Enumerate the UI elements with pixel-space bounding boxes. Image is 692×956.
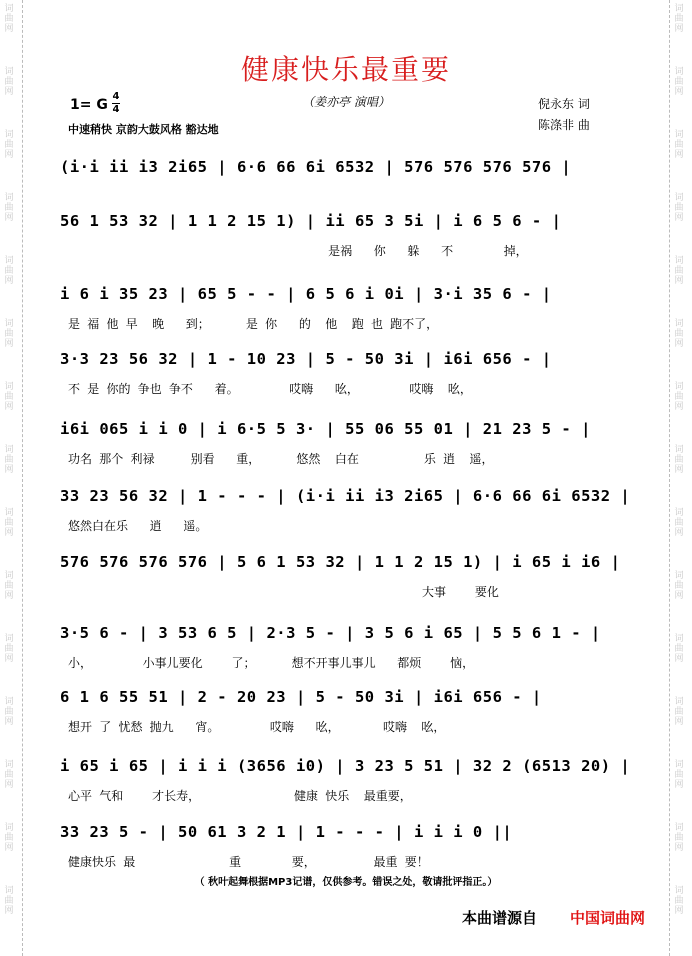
notes-line: i6i 065 i i 0 | i 6·5 5 3· | 55 06 55 01 | 21 23 5 - | <box>60 420 591 438</box>
watermark-glyph: 词 曲 网 <box>674 697 684 727</box>
lyrics-line: 心平 气和 才长寿， 健康 快乐 最重要， <box>68 789 412 803</box>
watermark-glyph: 词 曲 网 <box>4 193 14 223</box>
watermark-glyph: 词 曲 网 <box>674 256 684 286</box>
lyrics-line: 想开 了 忧愁 抛九 宵。 哎嗨 吆， 哎嗨 吆， <box>68 720 446 734</box>
watermark-glyph: 词 曲 网 <box>4 823 14 853</box>
watermark-glyph: 词 曲 网 <box>674 4 684 34</box>
time-signature <box>112 92 120 115</box>
watermark-glyph: 词 曲 网 <box>674 193 684 223</box>
right-watermark-strip <box>669 0 692 956</box>
watermark-glyph: 词 曲 网 <box>674 760 684 790</box>
notes-line: 6 1 6 55 51 | 2 - 20 23 | 5 - 50 3i | i6i 656 - | <box>60 688 542 706</box>
watermark-glyph: 词 曲 网 <box>4 697 14 727</box>
lyrics-line: 悠然白在乐 逍 遥。 <box>68 519 208 533</box>
lyrics-line: 小， 小事儿要化 了； 想不开事儿事儿 都烦 恼， <box>68 656 475 670</box>
source-label: 本曲谱源自 <box>462 909 538 927</box>
time-top: 4 <box>112 91 120 102</box>
lyrics-line: 是 福 他 早 晚 到； 是 你 的 他 跑 也 跑不了， <box>68 317 439 331</box>
lyricist-credit: 倪永东 词 <box>538 97 590 111</box>
left-watermark-strip <box>0 0 23 956</box>
watermark-glyph: 词 曲 网 <box>674 319 684 349</box>
watermark-glyph: 词 曲 网 <box>674 886 684 916</box>
watermark-glyph: 词 曲 网 <box>674 508 684 538</box>
watermark-glyph: 词 曲 网 <box>4 382 14 412</box>
watermark-glyph: 词 曲 网 <box>4 634 14 664</box>
watermark-glyph: 词 曲 网 <box>4 4 14 34</box>
notes-line: i 6 i 35 23 | 65 5 - - | 6 5 6 i 0i | 3·i 35 6 - | <box>60 285 552 303</box>
singer-credit: （姜亦亭 演唱） <box>302 95 390 109</box>
watermark-glyph: 词 曲 网 <box>4 508 14 538</box>
watermark-glyph: 词 曲 网 <box>4 130 14 160</box>
tempo-marking: 中速稍快 京韵大鼓风格 豁达地 <box>68 123 219 136</box>
watermark-glyph: 词 曲 网 <box>674 823 684 853</box>
watermark-glyph: 词 曲 网 <box>4 760 14 790</box>
song-title: 健康快乐最重要 <box>240 53 451 86</box>
watermark-glyph: 词 曲 网 <box>4 886 14 916</box>
watermark-glyph: 词 曲 网 <box>674 382 684 412</box>
lyrics-line: 是祸 你 躲 不 掉， <box>68 244 528 258</box>
watermark-glyph: 词 曲 网 <box>674 571 684 601</box>
watermark-glyph: 词 曲 网 <box>674 445 684 475</box>
watermark-glyph: 词 曲 网 <box>674 67 684 97</box>
lyrics-line: 功名 那个 利禄 别看 重， 悠然 白在 乐 逍 遥， <box>68 452 494 466</box>
watermark-glyph: 词 曲 网 <box>4 256 14 286</box>
watermark-glyph: 词 曲 网 <box>674 634 684 664</box>
lyrics-line: 大事 要化 <box>68 585 499 599</box>
watermark-glyph: 词 曲 网 <box>4 319 14 349</box>
notes-line: 3·3 23 56 32 | 1 - 10 23 | 5 - 50 3i | i6i 656 - | <box>60 350 552 368</box>
watermark-glyph: 词 曲 网 <box>4 445 14 475</box>
watermark-glyph: 词 曲 网 <box>674 130 684 160</box>
notes-line: 576 576 576 576 | 5 6 1 53 32 | 1 1 2 15 1) | i 65 i i6 | <box>60 553 621 571</box>
site-name: 中国词曲网 <box>570 909 646 927</box>
watermark-glyph: 词 曲 网 <box>4 67 14 97</box>
notes-line: 33 23 5 - | 50 61 3 2 1 | 1 - - - | i i i 0 || <box>60 823 513 841</box>
time-bottom: 4 <box>112 104 120 115</box>
notes-line: (i·i ii i3 2i65 | 6·6 66 6i 6532 | 576 576 576 576 | <box>60 158 572 176</box>
notes-line: 3·5 6 - | 3 53 6 5 | 2·3 5 - | 3 5 6 i 65 | 5 5 6 1 - | <box>60 624 601 642</box>
lyrics-line: 不 是 你的 争也 争不 着。 哎嗨 吆， 哎嗨 吆， <box>68 382 472 396</box>
transcription-note: （ 秋叶起舞根据MP3记谱，仅供参考。错误之处，敬请批评指正。） <box>194 877 498 888</box>
lyrics-line: 健康快乐 最 重 要， 最重 要！ <box>68 855 429 869</box>
notes-line: i 65 i 65 | i i i (3656 i0) | 3 23 5 51 | 32 2 (6513 20) | <box>60 757 631 775</box>
notes-line: 33 23 56 32 | 1 - - - | (i·i ii i3 2i65 | 6·6 66 6i 6532 | <box>60 487 631 505</box>
notes-line: 56 1 53 32 | 1 1 2 15 1) | ii 65 3 5i | i 6 5 6 - | <box>60 212 562 230</box>
composer-credit: 陈涤非 曲 <box>538 118 590 132</box>
key-signature: 1= G <box>70 97 108 113</box>
watermark-glyph: 词 曲 网 <box>4 571 14 601</box>
